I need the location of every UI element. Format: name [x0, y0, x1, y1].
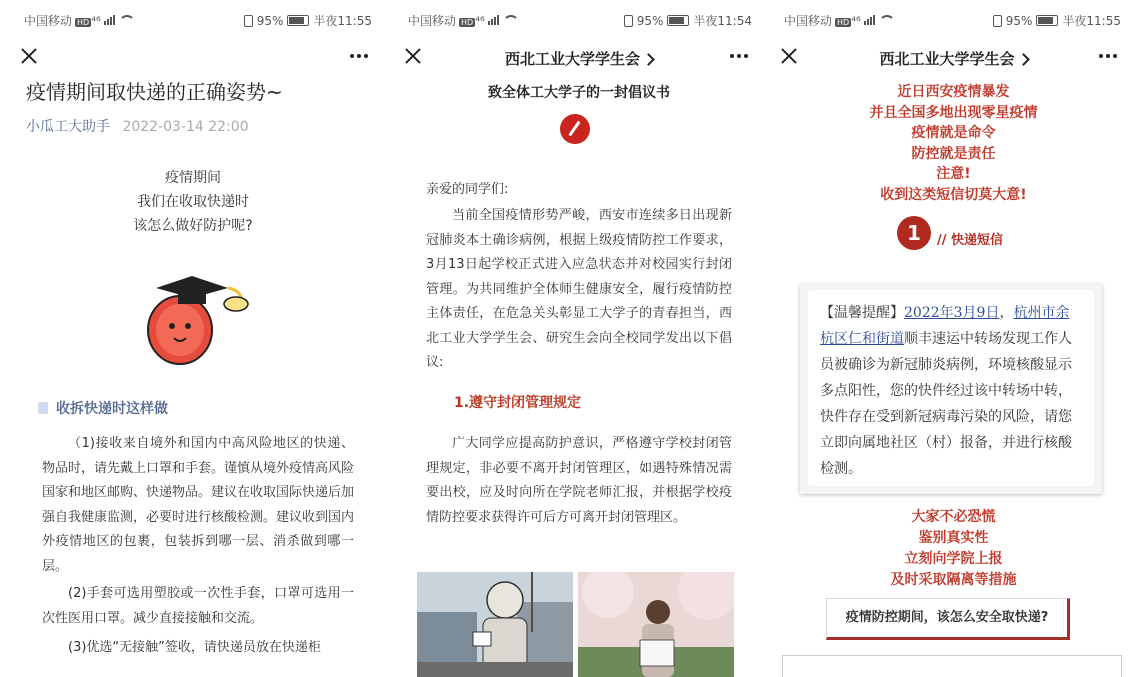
- status-bar: [392, 10, 766, 30]
- more-icon[interactable]: [1099, 54, 1117, 58]
- battery-percent: 95%: [636, 13, 664, 28]
- clock: 半夜11:55: [313, 14, 372, 28]
- wifi-icon: [879, 15, 895, 25]
- vibrate-icon: [993, 15, 1002, 27]
- intro-text: [0, 166, 386, 238]
- article-meta: [26, 116, 249, 136]
- battery-icon: [667, 15, 689, 26]
- status-bar: [0, 10, 386, 30]
- intro-line: 我们在收取快递时: [137, 194, 249, 210]
- sms-screenshot-card: [800, 284, 1102, 494]
- more-icon[interactable]: [730, 54, 748, 58]
- paragraph: (3)优选“无接触”签收，请快递员放在快递柜: [68, 640, 321, 655]
- more-icon[interactable]: [350, 54, 368, 58]
- carrier-label: 中国移动 HD ⁴⁶: [408, 12, 519, 29]
- greeting: 亲爱的同学们:: [426, 182, 509, 197]
- hd-icon: HD: [461, 18, 474, 27]
- chevron-right-icon: [642, 53, 655, 66]
- hd-icon: HD: [837, 18, 850, 27]
- student-with-sign-photo: [578, 572, 734, 677]
- warning-line: 并且全国多地出现零星疫情: [869, 104, 1038, 121]
- sms-prefix: 【温馨提醒】: [820, 305, 904, 321]
- nav-bar: [772, 44, 1135, 74]
- advice-text: [772, 507, 1135, 591]
- section-number-badge: 1: [897, 216, 931, 250]
- warning-line: 收到这类短信切莫大意!: [880, 186, 1027, 203]
- section-heading: 1.遵守封闭管理规定: [454, 395, 582, 411]
- chevron-right-icon: [1017, 53, 1030, 66]
- battery-percent: 95%: [1005, 13, 1033, 28]
- warning-line: 注意!: [936, 166, 971, 182]
- campus-mascot-photo: [417, 572, 573, 677]
- carrier-label: 中国移动 HD ⁴⁶: [24, 12, 135, 29]
- article-panel-3: [772, 0, 1135, 677]
- sms-message: [808, 290, 1094, 486]
- article-panel-2: [392, 0, 766, 677]
- question-box: 疫情防控期间，该怎么安全取快递?: [826, 598, 1070, 640]
- wifi-icon: [119, 15, 135, 25]
- wifi-icon: [503, 15, 519, 25]
- warning-line: 疫情就是命令: [911, 125, 996, 141]
- vibrate-icon: [244, 15, 253, 27]
- section-tag: // 快递短信: [937, 233, 1004, 248]
- article-panel-1: [0, 0, 386, 677]
- status-bar: [772, 10, 1135, 30]
- warning-text: [772, 82, 1135, 205]
- nav-bar: [392, 44, 766, 74]
- battery-icon: [1036, 15, 1058, 26]
- network-label: ⁴⁶: [475, 14, 485, 28]
- intro-line: 该怎么做好防护呢?: [133, 218, 253, 234]
- warning-line: 防控就是责任: [911, 145, 996, 162]
- sms-body: 顺丰速运中转场发现工作人员被确诊为新冠肺炎病例，环境核酸显示多点阳性，您的快件经过该中转场中转，快件存在受到新冠病毒污染的风险，请您立即向属地社区（村）报备，并进行核酸检测。: [820, 331, 1072, 477]
- warning-line: 近日西安疫情暴发: [897, 84, 1010, 100]
- vibrate-icon: [624, 15, 633, 27]
- author-link[interactable]: 小瓜工大助手: [26, 119, 110, 135]
- close-icon[interactable]: [18, 46, 40, 68]
- publish-date: 2022-03-14 22:00: [122, 119, 249, 135]
- panel-divider: [386, 0, 392, 677]
- sms-punct: ，: [999, 305, 1014, 321]
- advice-line: 大家不必恐慌: [911, 509, 996, 525]
- account-title-link[interactable]: 西北工业大学学生会: [392, 48, 766, 69]
- signal-icon: [488, 15, 499, 25]
- advice-line: 鉴别真实性: [918, 530, 989, 546]
- sms-date-link[interactable]: 2022年3月9日: [904, 305, 1000, 321]
- carrier-label: 中国移动 HD ⁴⁶: [784, 12, 895, 29]
- section-heading: 收拆快递时这样做: [56, 398, 168, 418]
- advice-line: 立刻向学院上报: [904, 551, 1003, 567]
- graduate-mascot-illustration: [142, 268, 252, 368]
- sms-place-link[interactable]: 杭州市余杭区仁和街道: [820, 305, 1070, 347]
- panel-divider: [766, 0, 772, 677]
- clock: 半夜11:55: [1062, 14, 1121, 28]
- content-frame: [782, 655, 1122, 677]
- pen-icon: [560, 114, 590, 144]
- paragraph: (2)手套可选用塑胶或一次性手套，口罩可选用一次性医用口罩。减少直接接触和交流。: [42, 586, 354, 626]
- network-label: ⁴⁶: [91, 14, 101, 28]
- advice-line: 及时采取隔离等措施: [890, 572, 1017, 588]
- network-label: ⁴⁶: [851, 14, 861, 28]
- nav-bar: [0, 44, 386, 74]
- account-title-link[interactable]: 西北工业大学学生会: [772, 48, 1135, 69]
- signal-icon: [864, 15, 875, 25]
- clock: 半夜11:54: [693, 14, 752, 28]
- signal-icon: [104, 15, 115, 25]
- letter-heading: 致全体工大学子的一封倡议书: [488, 85, 670, 101]
- paragraph: 当前全国疫情形势严峻，西安市连续多日出现新冠肺炎本土确诊病例，根据上级疫情防控工作要求，3月13日起学校正式进入应急状态并对校园实行封闭管理。为共同维护全体师生健康安全，履行疫情防控主体责任，在危急关头彰显工大学子的青春担当，西北工业大学学生会、研究生会向全校同学发出以下倡议:: [426, 208, 732, 370]
- battery-percent: 95%: [256, 13, 284, 28]
- paragraph: （1)接收来自境外和国内中高风险地区的快递、物品时，请先戴上口罩和手套。谨慎从境外疫情高风险国家和地区邮购、快递物品。建议在收取国际快递后加强自我健康监测，必要时进行核酸检测。建议收到国内外疫情地区的包裹，包装拆到哪一层、消杀做到哪一层。: [42, 436, 355, 574]
- intro-line: 疫情期间: [165, 170, 221, 186]
- heading-marker-icon: [38, 402, 48, 414]
- battery-icon: [287, 15, 309, 26]
- hd-icon: HD: [77, 18, 90, 27]
- article-title: 疫情期间取快递的正确姿势~: [26, 80, 283, 104]
- paragraph: 广大同学应提高防护意识，严格遵守学校封闭管理规定，非必要不离开封闭管理区，如遇特殊情况需要出校，应及时向所在学院老师汇报，并根据学校疫情防控要求获得许可后方可离开封闭管理区。: [426, 436, 732, 525]
